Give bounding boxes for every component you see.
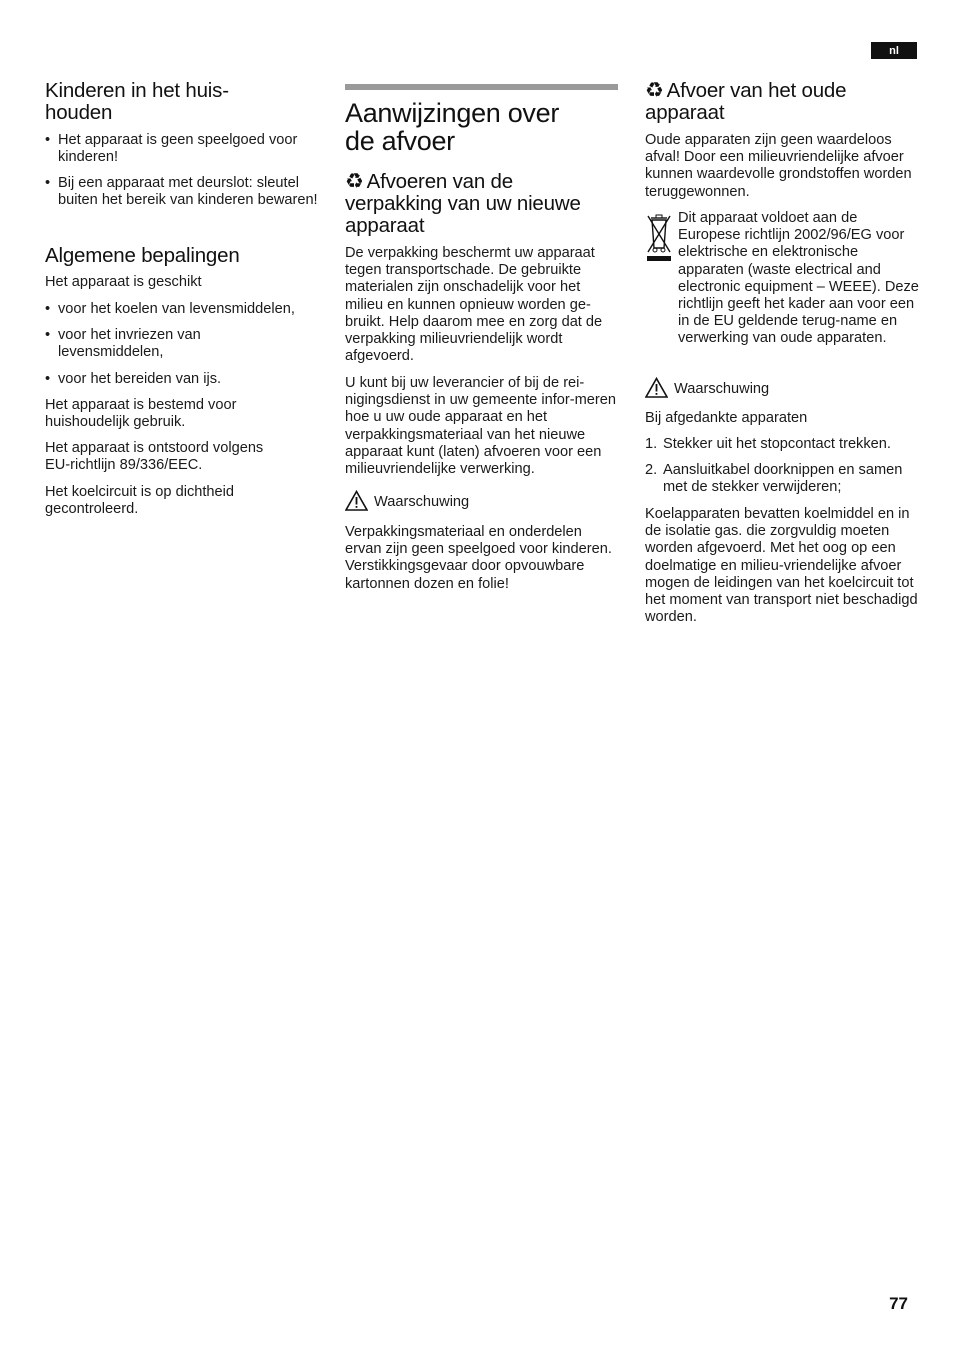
paragraph: U kunt bij uw leverancier of bij de rei-nigingsdienst in uw gemeente infor-meren hoe u uw oude apparaat en het verpakkingsmateriaal van het nieuwe apparaat kunt (laten) afvoeren voor een milieuvriendelijke verwerking. [345, 375, 616, 478]
paragraph: Dit apparaat voldoet aan de Europese richtlijn 2002/96/EG voor elektrische en elektronische apparaten (waste electrical and electronic equipment – WEEE). Deze richtlijn geeft het kader aan voor een in de EU geldende terug-name en verwerking van oude apparaten. [678, 210, 919, 347]
warning-icon [645, 377, 668, 398]
paragraph: Het koelcircuit is op dichtheid gecontroleerd. [45, 484, 234, 518]
list-item: 2. Aansluitkabel doorknippen en samen met de stekker verwijderen; [645, 462, 903, 496]
list-item: • Het apparaat is geen speelgoed voor kinderen! [45, 132, 320, 166]
paragraph: Verpakkingsmateriaal en onderdelen ervan zijn geen speelgoed voor kinderen. Verstikkingsgevaar door opvouwbare kartonnen dozen en folie! [345, 524, 612, 592]
recycle-icon: ♻ [645, 79, 664, 102]
paragraph: Koelapparaten bevatten koelmiddel en in de isolatie gas. die zorgvuldig moeten worden afgevoerd. Met het oog op een doelmatige en milieu-vriendelijke afvoer mogen de leidingen van het koelcircuit tot het moment van transport niet beschadigd worden. [645, 506, 918, 626]
list-item: 1. Stekker uit het stopcontact trekken. [645, 436, 891, 452]
main-title: Aanwijzingen over de afvoer [345, 98, 560, 156]
paragraph: Het apparaat is bestemd voor huishoudelijk gebruik. [45, 397, 237, 431]
paragraph: De verpakking beschermt uw apparaat tegen transportschade. De gebruikte materialen zijn onschadelijk voor het milieu en kunnen opnieuw worden ge-bruikt. Help daarom mee en zorg dat de verpakking milieuvriendelijk wordt afgevoerd. [345, 245, 603, 365]
list-item: • voor het koelen van levensmiddelen, [45, 301, 320, 318]
heading-verpakking: ♻ Afvoeren van de verpakking van uw nieuwe apparaat [345, 170, 581, 237]
warning-icon [345, 490, 368, 511]
page-number: 77 [889, 1294, 908, 1313]
paragraph: Het apparaat is ontstoord volgens EU-richtlijn 89/336/EEC. [45, 440, 264, 474]
warning-heading: Waarschuwing [645, 377, 769, 398]
heading-kinderen: Kinderen in het huis- houden [45, 79, 229, 124]
warning-heading: Waarschuwing [345, 490, 469, 511]
language-badge: nl [871, 42, 917, 59]
section-rule [345, 84, 618, 90]
recycle-icon: ♻ [345, 170, 364, 193]
weee-bin-icon [645, 212, 673, 262]
list-item: • voor het bereiden van ijs. [45, 371, 320, 388]
list-item: • Bij een apparaat met deurslot: sleutel buiten het bereik van kinderen bewaren! [45, 175, 320, 209]
heading-afvoer: ♻ Afvoer van het oude apparaat [645, 79, 847, 124]
list-item: • voor het invriezen van levensmiddelen, [45, 327, 215, 361]
paragraph: Het apparaat is geschikt [45, 274, 202, 290]
heading-algemene: Algemene bepalingen [45, 244, 240, 267]
paragraph: Bij afgedankte apparaten [645, 410, 808, 426]
paragraph: Oude apparaten zijn geen waardeloos afval! Door een milieuvriendelijke afvoer kunnen waardevolle grondstoffen worden teruggewonnen. [645, 132, 912, 200]
